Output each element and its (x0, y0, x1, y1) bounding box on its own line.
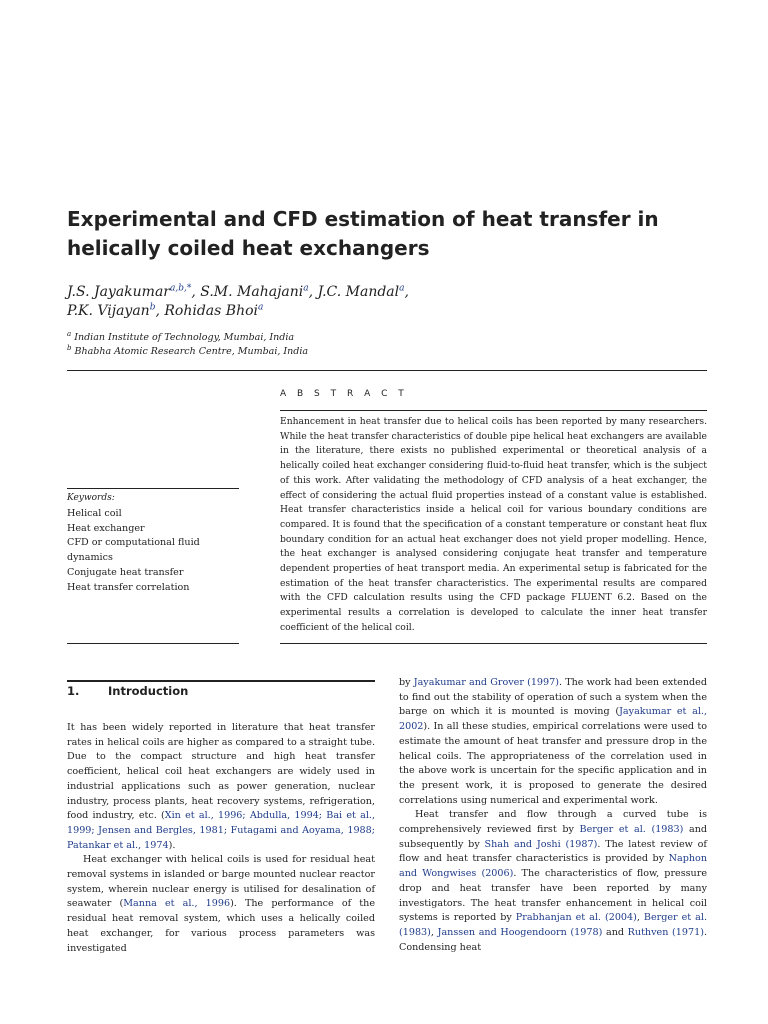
body-text: ). The performance of the residual heat removal system, which uses a helically coiled heat exchanger, for various process parameters was investigated (67, 898, 375, 954)
paragraph (399, 676, 707, 808)
author-name[interactable]: P.K. Vijayan (67, 303, 150, 319)
keywords-list (67, 507, 237, 595)
citation-link[interactable]: Berger et al. (1983) (579, 824, 684, 836)
keyword: Conjugate heat transfer (67, 566, 184, 578)
affiliation-text: Bhabha Atomic Research Centre, Mumbai, India (74, 346, 309, 357)
author-name[interactable]: J.S. Jayakumar (67, 284, 170, 300)
citation-link[interactable]: Janssen and Hoogendoorn (1978) (437, 926, 603, 938)
section-rule (67, 680, 375, 682)
body-text: ). (168, 839, 176, 851)
header-divider (67, 370, 707, 371)
keyword: Heat exchanger (67, 522, 145, 534)
citation-link[interactable]: Ruthven (1971) (627, 926, 704, 938)
citation-link[interactable]: Shah and Joshi (1987) (484, 838, 598, 850)
keyword: Helical coil (67, 508, 122, 519)
body-column-left (67, 721, 375, 956)
affiliation-mark: a (67, 329, 72, 338)
author-name[interactable]: Rohidas Bhoi (164, 303, 258, 319)
abstract-text: Enhancement in heat transfer due to helical coils has been reported by many researchers. While the heat transfer characteristics of double pipe helical heat exchangers are available in the literature, there exists no published experimental or theoretical analysis of a helically coiled heat exchanger considering fluid-to-fluid heat transfer, which is the subject of this work. After validating the methodology of CFD analysis of a heat exchanger, the effect of considering the actual fluid properties instead of a constant value is established. Heat transfer characteristics inside a helical coil for various boundary conditions are compared. It is found that the specification of a constant temperature or constant heat flux boundary condition for an actual heat exchanger does not yield proper modelling. Hence, the heat exchanger is analysed considering conjugate heat transfer and temperature dependent properties of heat transport media. An experimental setup is fabricated for the estimation of the heat transfer characteristics. The experimental results are compared with the CFD calculation results using the CFD package FLUENT 6.2. Based on the experimental results a correlation is developed to calculate the inner heat transfer coefficient of the helical coil. (280, 416, 707, 633)
paragraph (67, 721, 375, 853)
body-text: and subsequently by (399, 824, 708, 850)
body-text: . The latest review of flow and heat transfer characteristics is provided by (399, 838, 707, 865)
body-text: . Condensing heat (399, 926, 707, 953)
affiliation-marker[interactable]: a (303, 283, 309, 294)
abstract-heading: A B S T R A C T (280, 389, 408, 399)
affiliation-marker[interactable]: a (258, 302, 264, 313)
body-text: ). In all these studies, empirical correlations were used to estimate the amount of heat transfer and pressure drop in the helical coils. The appropriateness of the correlation used in the above work is uncertain for the specific application and in the present work, it is proposed to generate the desired correlations using numerical and experimental work. (399, 721, 707, 806)
abstract-bottom-rule (280, 643, 707, 644)
citation-link[interactable]: Jayakumar and Grover (1997) (413, 677, 559, 688)
section-heading (67, 684, 188, 698)
body-text: It has been widely reported in literature that heat transfer rates in helical coils are higher as compared to a straight tube. Due to the compact structure and high heat transfer coefficient, helical coil heat exchangers are widely used in industrial applications such as power generation, nuclear industry, process plants, heat recovery systems, refrigeration, food industry, etc. ( (67, 722, 375, 822)
affiliation-marker[interactable]: a (399, 283, 405, 294)
section-title: Introduction (108, 684, 189, 698)
body-text: , (430, 926, 438, 938)
affiliation-text: Indian Institute of Technology, Mumbai, India (74, 332, 295, 343)
affiliation (67, 331, 707, 345)
citation-link[interactable]: Manna et al., 1996 (123, 898, 231, 910)
citation-link[interactable]: Prabhanjan et al. (2004) (515, 912, 637, 924)
affiliation-marker[interactable]: b (149, 302, 156, 313)
author-name[interactable]: J.C. Mandal (317, 284, 400, 300)
body-text: . The work had been extended to find out the stability of operation of such a system when the barge on which it is mounted is moving ( (399, 677, 707, 718)
affiliation-marker[interactable]: a,b,* (170, 283, 192, 294)
paper-title: Experimental and CFD estimation of heat transfer in helically coiled heat exchangers (67, 207, 659, 260)
paragraph (67, 853, 375, 956)
body-text: and (602, 926, 628, 938)
body-text: . The characteristics of flow, pressure drop and heat transfer have been reported by many investigators. The heat transfer enhancement in helical coil systems is reported by (399, 868, 708, 924)
author-name[interactable]: S.M. Mahajani (200, 284, 304, 300)
affiliation (67, 345, 707, 359)
keyword: CFD or computational fluid dynamics (67, 537, 200, 564)
body-text: Heat exchanger with helical coils is used for residual heat removal systems in islanded or barge mounted nuclear reactor system, wherein nuclear energy is utilised for desalination of seawater ( (67, 854, 375, 910)
body-text: Heat transfer and flow through a curved tube is comprehensively reviewed first by (399, 809, 707, 836)
abstract-top-rule (280, 410, 707, 411)
citation-link[interactable]: Berger et al. (1983) (399, 912, 707, 938)
keyword: Heat transfer correlation (67, 581, 190, 593)
body-text: , (636, 912, 644, 924)
keywords-heading: Keywords: (67, 493, 115, 503)
paragraph (399, 808, 707, 955)
citation-link[interactable]: Jayakumar et al., 2002 (399, 706, 707, 733)
section-number: 1. (67, 684, 80, 698)
body-column-right (399, 676, 707, 955)
keywords-top-rule (67, 488, 239, 489)
author-list: J.S. Jayakumar$^{a,b,*}$, S.M. Mahajani$^a$, J.C. Mandal$^a$, P.K. Vijayan$^b$, Rohidas Bhoi$^a$ (67, 283, 409, 319)
body-text: by (399, 677, 414, 688)
affiliation-mark: b (67, 343, 72, 352)
citation-link[interactable]: Naphon and Wongwises (2006) (399, 853, 707, 880)
keywords-bottom-rule (67, 643, 239, 644)
citation-link[interactable]: Xin et al., 1996; Abdulla, 1994; Bai et al., 1999; Jensen and Bergles, 1981; Futagami and Aoyama, 1988; Patankar et al., 1974 (67, 810, 376, 851)
